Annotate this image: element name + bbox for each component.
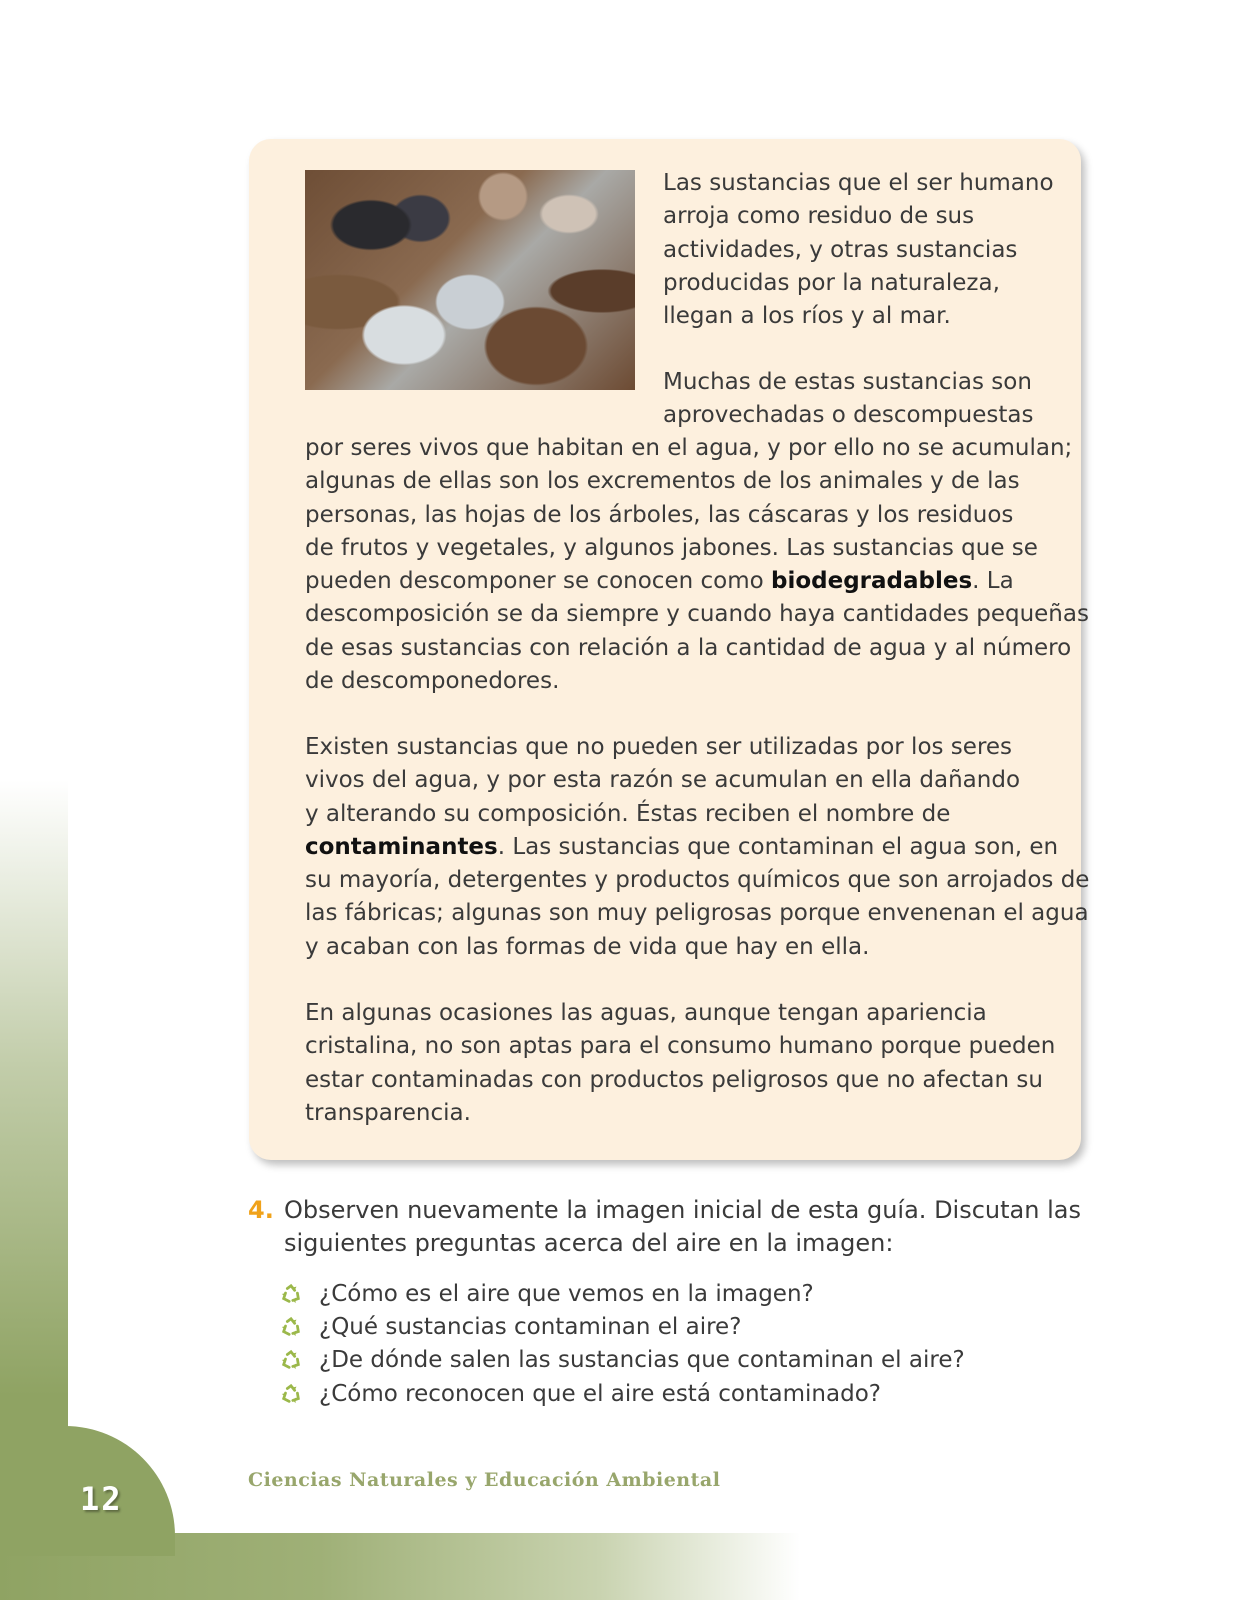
list-item: ¿Cómo reconocen que el aire está contaminado?: [280, 1377, 965, 1410]
list-item: ¿De dónde salen las sustancias que contaminan el aire?: [280, 1344, 965, 1377]
list-item: ¿Cómo es el aire que vemos en la imagen?: [280, 1277, 965, 1310]
term-contaminantes: contaminantes: [305, 833, 498, 860]
footer-title: Ciencias Naturales y Educación Ambiental: [248, 1469, 721, 1491]
term-biodegradables: biodegradables: [771, 568, 973, 595]
recycle-icon: [280, 1283, 302, 1305]
paragraph-1: Las sustancias que el ser humano arroja como residuo de sus actividades, y otras sustancias producidas por la naturaleza, llegan a los ríos y al mar.: [663, 170, 1054, 330]
page-number: 12: [80, 1480, 123, 1518]
recycle-icon: [280, 1316, 302, 1338]
pollution-photo: [305, 170, 635, 390]
paragraph-4: En algunas ocasiones las aguas, aunque tengan apariencia cristalina, no son aptas para el consumo humano porque pueden estar contaminadas con productos peligrosos que no afectan su transparencia.: [305, 1000, 1056, 1126]
activity-number: 4.: [248, 1196, 274, 1224]
paragraph-2-top: Muchas de estas sustancias son aprovechadas o descompuestas: [663, 369, 1034, 429]
question-list: [280, 1277, 965, 1410]
activity-instructions: Observen nuevamente la imagen inicial de esta guía. Discutan las siguientes preguntas acerca del aire en la imagen:: [284, 1196, 1081, 1258]
paragraph-3: Existen sustancias que no pueden ser utilizadas por los seres vivos del agua, y por esta razón se acumulan en ella dañando y alterando su composición. Éstas reciben el nombre de contaminantes. Las sustancias que contaminan el agua son, en su mayoría, detergentes y productos químicos que son arrojados de las fábricas; algunas son muy peligrosas porque envenenan el agua y acaban con las formas de vida que hay en ella.: [305, 734, 1090, 960]
paragraph-2: por seres vivos que habitan en el agua, y por ello no se acumulan; algunas de ellas son los excrementos de los animales y de las personas, las hojas de los árboles, las cáscaras y los residuos de frutos y vegetales, y algunos jabones. Las sustancias que se pueden descomponer se conocen como biodegradables. La descomposición se da siempre y cuando haya cantidades pequeñas de esas sustancias con relación a la cantidad de agua y al número de descomponedores.: [305, 435, 1089, 695]
recycle-icon: [280, 1349, 302, 1371]
list-item: ¿Qué sustancias contaminan el aire?: [280, 1310, 965, 1343]
recycle-icon: [280, 1383, 302, 1405]
